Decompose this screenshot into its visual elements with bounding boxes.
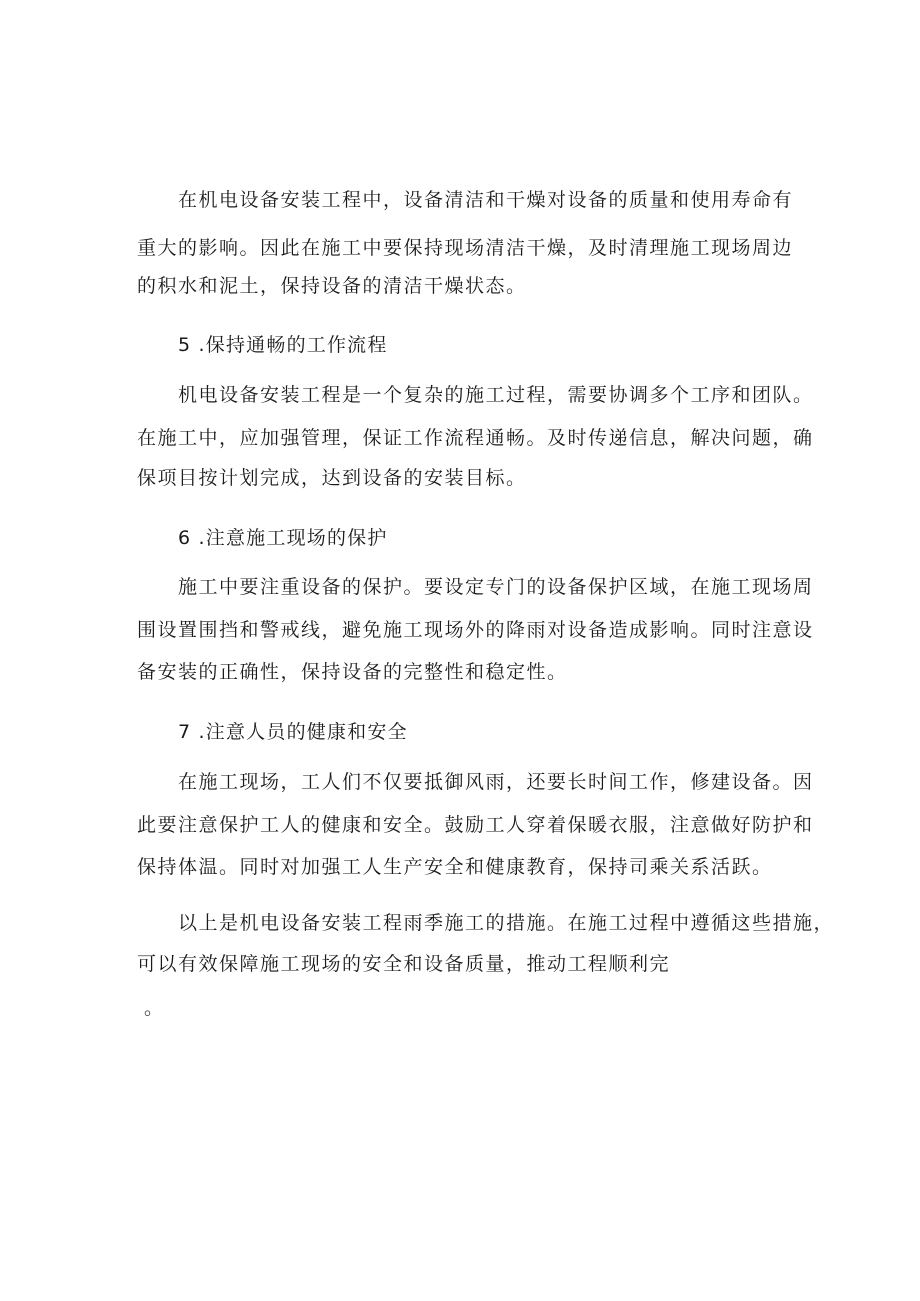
text-line: 保项目按计划完成，达到设备的安装目标。 — [137, 467, 527, 489]
text-line: 机电设备安装工程是一个复杂的施工过程，需要协调多个工序和团队。 — [178, 384, 814, 406]
text-line: 可以有效保障施工现场的安全和设备质量，推动工程顺利完 — [137, 953, 671, 975]
section-heading-5: 5 .保持通畅的工作流程 — [178, 334, 388, 356]
section-heading-7: 7 .注意人员的健康和安全 — [178, 721, 408, 743]
text-line: 施工中要注重设备的保护。要设定专门的设备保护区域，在施工现场周 — [178, 576, 814, 598]
text-line: 。 — [144, 997, 165, 1019]
text-line: 保持体温。同时对加强工人生产安全和健康教育，保持司乘关系活跃。 — [137, 856, 773, 878]
text-line: 的积水和泥土，保持设备的清洁干燥状态。 — [137, 275, 527, 297]
text-line: 在施工现场，工人们不仅要抵御风雨，还要长时间工作，修建设备。因 — [178, 771, 814, 793]
text-line: 在施工中，应加强管理，保证工作流程通畅。及时传递信息，解决问题，确 — [137, 427, 814, 449]
text-line: 此要注意保护工人的健康和安全。鼓励工人穿着保暖衣服，注意做好防护和 — [137, 814, 814, 836]
text-line: 围设置围挡和警戒线，避免施工现场外的降雨对设备造成影响。同时注意设 — [137, 619, 814, 641]
text-line: 在机电设备安装工程中，设备清洁和干燥对设备的质量和使用寿命有 — [178, 189, 794, 211]
text-line: 以上是机电设备安装工程雨季施工的措施。在施工过程中遵循这些措施， — [178, 912, 835, 934]
section-heading-6: 6 .注意施工现场的保护 — [178, 527, 388, 549]
text-line: 重大的影响。因此在施工中要保持现场清洁干燥，及时清理施工现场周边 — [137, 237, 794, 259]
text-line: 备安装的正确性，保持设备的完整性和稳定性。 — [137, 661, 568, 683]
